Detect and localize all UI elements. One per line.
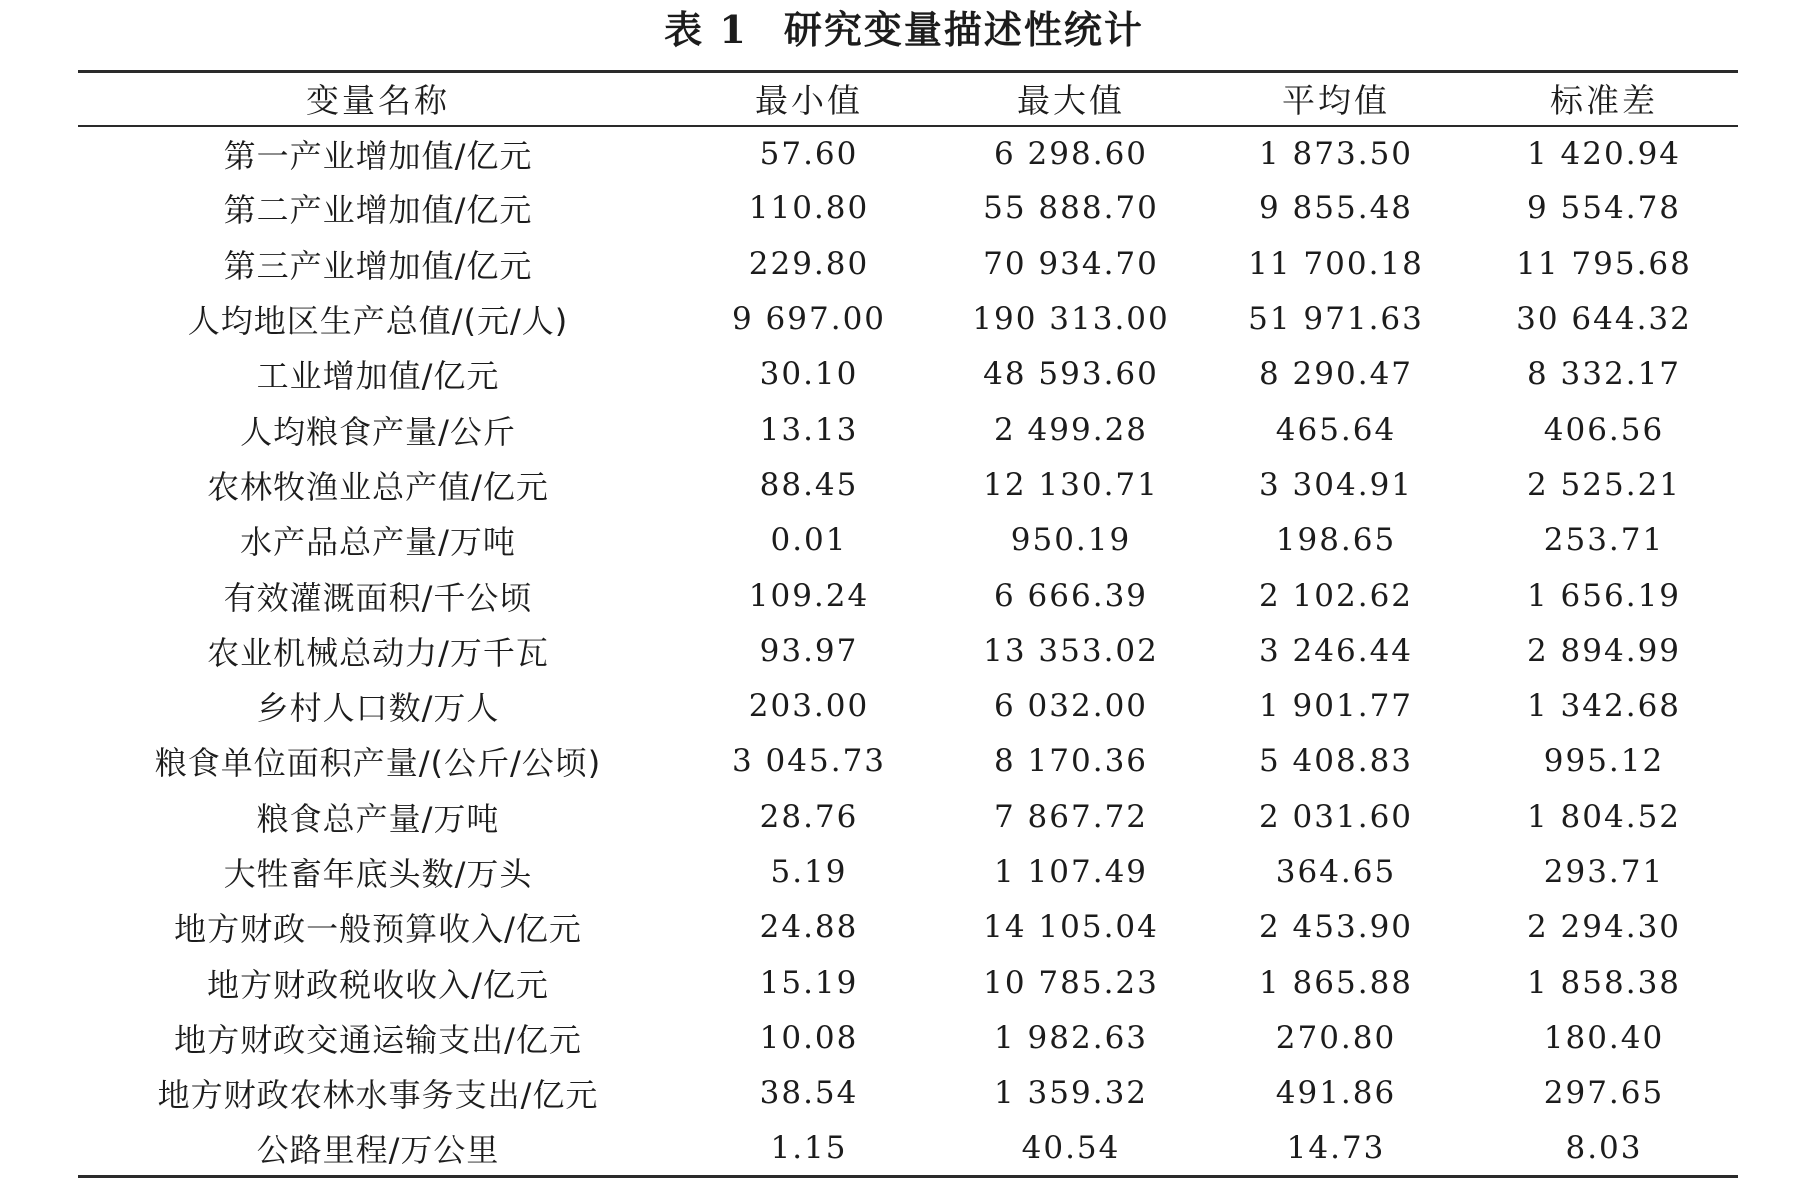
- table-row: [78, 844, 1738, 899]
- cell-max-value: 6 032.00: [993, 688, 1149, 725]
- cell-std-value: 297.65: [1543, 1075, 1665, 1112]
- cell-mean-value: 198.65: [1275, 522, 1397, 559]
- cell-min-value: 203.00: [748, 688, 870, 725]
- cell-max-value: 13 353.02: [983, 632, 1159, 669]
- table-caption: [0, 4, 1808, 56]
- descriptive-statistics-table: [78, 70, 1738, 1178]
- table-row: [78, 291, 1738, 346]
- cell-variable-name: 农林牧渔业总产值/亿元: [207, 467, 549, 506]
- cell-std-value: 1 804.52: [1526, 798, 1682, 835]
- table-row: [78, 900, 1738, 955]
- table-title: 研究变量描述性统计: [783, 8, 1144, 52]
- cell-min-value: 0.01: [770, 522, 848, 559]
- cell-variable-name: 地方财政税收收入/亿元: [207, 965, 549, 1004]
- cell-mean-value: 1 873.50: [1258, 135, 1414, 172]
- cell-std-value: 8 332.17: [1526, 356, 1682, 393]
- cell-min-value: 109.24: [748, 577, 870, 614]
- cell-mean-value: 3 304.91: [1258, 466, 1414, 503]
- cell-min-value: 57.60: [759, 135, 859, 172]
- cell-max-value: 7 867.72: [993, 798, 1149, 835]
- cell-min-value: 13.13: [759, 411, 859, 448]
- table-row: [78, 1121, 1738, 1176]
- cell-mean-value: 51 971.63: [1248, 301, 1424, 338]
- cell-std-value: 8.03: [1565, 1129, 1643, 1166]
- cell-variable-name: 地方财政一般预算收入/亿元: [174, 910, 582, 949]
- cell-variable-name: 水产品总产量/万吨: [240, 523, 516, 562]
- cell-min-value: 3 045.73: [731, 743, 887, 780]
- cell-variable-name: 第三产业增加值/亿元: [223, 246, 533, 285]
- cell-std-value: 9 554.78: [1526, 190, 1682, 227]
- table-row: [78, 181, 1738, 236]
- cell-variable-name: 有效灌溉面积/千公顷: [223, 578, 533, 617]
- cell-std-value: 1 420.94: [1526, 135, 1682, 172]
- cell-variable-name: 地方财政交通运输支出/亿元: [174, 1020, 582, 1059]
- cell-std-value: 995.12: [1543, 743, 1665, 780]
- table-row: [78, 734, 1738, 789]
- cell-std-value: 406.56: [1543, 411, 1665, 448]
- cell-mean-value: 5 408.83: [1258, 743, 1414, 780]
- cell-variable-name: 人均粮食产量/公斤: [240, 412, 516, 451]
- cell-mean-value: 9 855.48: [1258, 190, 1414, 227]
- cell-min-value: 88.45: [759, 466, 859, 503]
- cell-min-value: 229.80: [748, 245, 870, 282]
- cell-mean-value: 465.64: [1275, 411, 1397, 448]
- cell-variable-name: 粮食总产量/万吨: [256, 799, 500, 838]
- cell-mean-value: 14.73: [1286, 1129, 1386, 1166]
- cell-variable-name: 人均地区生产总值/(元/人): [187, 302, 569, 341]
- cell-mean-value: 2 453.90: [1258, 909, 1414, 946]
- cell-variable-name: 粮食单位面积产量/(公斤/公顷): [154, 744, 602, 783]
- cell-mean-value: 270.80: [1275, 1019, 1397, 1056]
- table-row: [78, 568, 1738, 623]
- cell-std-value: 293.71: [1543, 854, 1665, 890]
- cell-std-value: 2 525.21: [1526, 466, 1682, 503]
- table-body: [78, 126, 1738, 1177]
- cell-min-value: 9 697.00: [731, 301, 887, 338]
- table-row: [78, 126, 1738, 181]
- cell-max-value: 950.19: [1010, 522, 1132, 559]
- table-number: 表 1: [664, 7, 748, 52]
- cell-max-value: 8 170.36: [993, 743, 1149, 780]
- cell-max-value: 12 130.71: [983, 466, 1159, 503]
- cell-max-value: 10 785.23: [983, 964, 1159, 1001]
- header-max: 最大值: [1017, 81, 1125, 121]
- header-mean: 平均值: [1282, 81, 1390, 121]
- cell-min-value: 110.80: [748, 190, 870, 227]
- cell-mean-value: 3 246.44: [1258, 632, 1414, 669]
- cell-max-value: 2 499.28: [993, 411, 1149, 448]
- cell-max-value: 190 313.00: [972, 301, 1170, 338]
- cell-min-value: 28.76: [759, 798, 859, 835]
- cell-variable-name: 地方财政农林水事务支出/亿元: [157, 1076, 599, 1115]
- cell-min-value: 10.08: [759, 1019, 859, 1056]
- cell-max-value: 1 982.63: [993, 1019, 1149, 1056]
- table-row: [78, 513, 1738, 568]
- cell-variable-name: 第一产业增加值/亿元: [223, 136, 533, 175]
- header-std: 标准差: [1550, 81, 1658, 121]
- cell-variable-name: 乡村人口数/万人: [256, 689, 500, 728]
- table-row: [78, 347, 1738, 402]
- cell-min-value: 5.19: [770, 854, 848, 890]
- cell-max-value: 40.54: [1021, 1129, 1121, 1166]
- cell-min-value: 15.19: [759, 964, 859, 1001]
- header-min: 最小值: [755, 81, 863, 121]
- cell-std-value: 2 294.30: [1526, 909, 1682, 946]
- cell-min-value: 93.97: [759, 632, 859, 669]
- cell-max-value: 48 593.60: [983, 356, 1159, 393]
- table-row: [78, 789, 1738, 844]
- cell-mean-value: 8 290.47: [1258, 356, 1414, 393]
- cell-variable-name: 大牲畜年底头数/万头: [223, 855, 533, 893]
- cell-std-value: 180.40: [1543, 1019, 1665, 1056]
- cell-mean-value: 2 102.62: [1258, 577, 1414, 614]
- table-row: [78, 955, 1738, 1010]
- cell-mean-value: 1 901.77: [1258, 688, 1414, 725]
- cell-max-value: 1 107.49: [993, 854, 1149, 890]
- cell-std-value: 1 342.68: [1526, 688, 1682, 725]
- table-row: [78, 402, 1738, 457]
- cell-variable-name: 第二产业增加值/亿元: [223, 191, 533, 230]
- cell-variable-name: 公路里程/万公里: [256, 1130, 500, 1169]
- table-row: [78, 457, 1738, 512]
- cell-std-value: 1 858.38: [1526, 964, 1682, 1001]
- cell-max-value: 55 888.70: [983, 190, 1159, 227]
- cell-max-value: 70 934.70: [983, 245, 1159, 282]
- cell-min-value: 38.54: [759, 1075, 859, 1112]
- table-row: [78, 678, 1738, 733]
- cell-std-value: 1 656.19: [1526, 577, 1682, 614]
- cell-max-value: 14 105.04: [983, 909, 1159, 946]
- cell-min-value: 24.88: [759, 909, 859, 946]
- cell-mean-value: 491.86: [1275, 1075, 1397, 1112]
- cell-max-value: 6 666.39: [993, 577, 1149, 614]
- table-header-row: [78, 72, 1738, 126]
- cell-std-value: 2 894.99: [1526, 632, 1682, 669]
- cell-variable-name: 农业机械总动力/万千瓦: [207, 633, 549, 672]
- cell-max-value: 1 359.32: [993, 1075, 1149, 1112]
- cell-mean-value: 1 865.88: [1258, 964, 1414, 1001]
- cell-variable-name: 工业增加值/亿元: [256, 357, 500, 396]
- table-row: [78, 1010, 1738, 1065]
- cell-min-value: 1.15: [770, 1129, 848, 1166]
- cell-std-value: 11 795.68: [1516, 245, 1692, 282]
- cell-mean-value: 364.65: [1275, 854, 1397, 890]
- table-row: [78, 623, 1738, 678]
- cell-mean-value: 11 700.18: [1248, 245, 1424, 282]
- header-variable-name: 变量名称: [306, 81, 450, 121]
- cell-std-value: 253.71: [1543, 522, 1665, 559]
- cell-mean-value: 2 031.60: [1258, 798, 1414, 835]
- cell-min-value: 30.10: [759, 356, 859, 393]
- table-row: [78, 1066, 1738, 1121]
- cell-max-value: 6 298.60: [993, 135, 1149, 172]
- cell-std-value: 30 644.32: [1516, 301, 1692, 338]
- table-row: [78, 236, 1738, 291]
